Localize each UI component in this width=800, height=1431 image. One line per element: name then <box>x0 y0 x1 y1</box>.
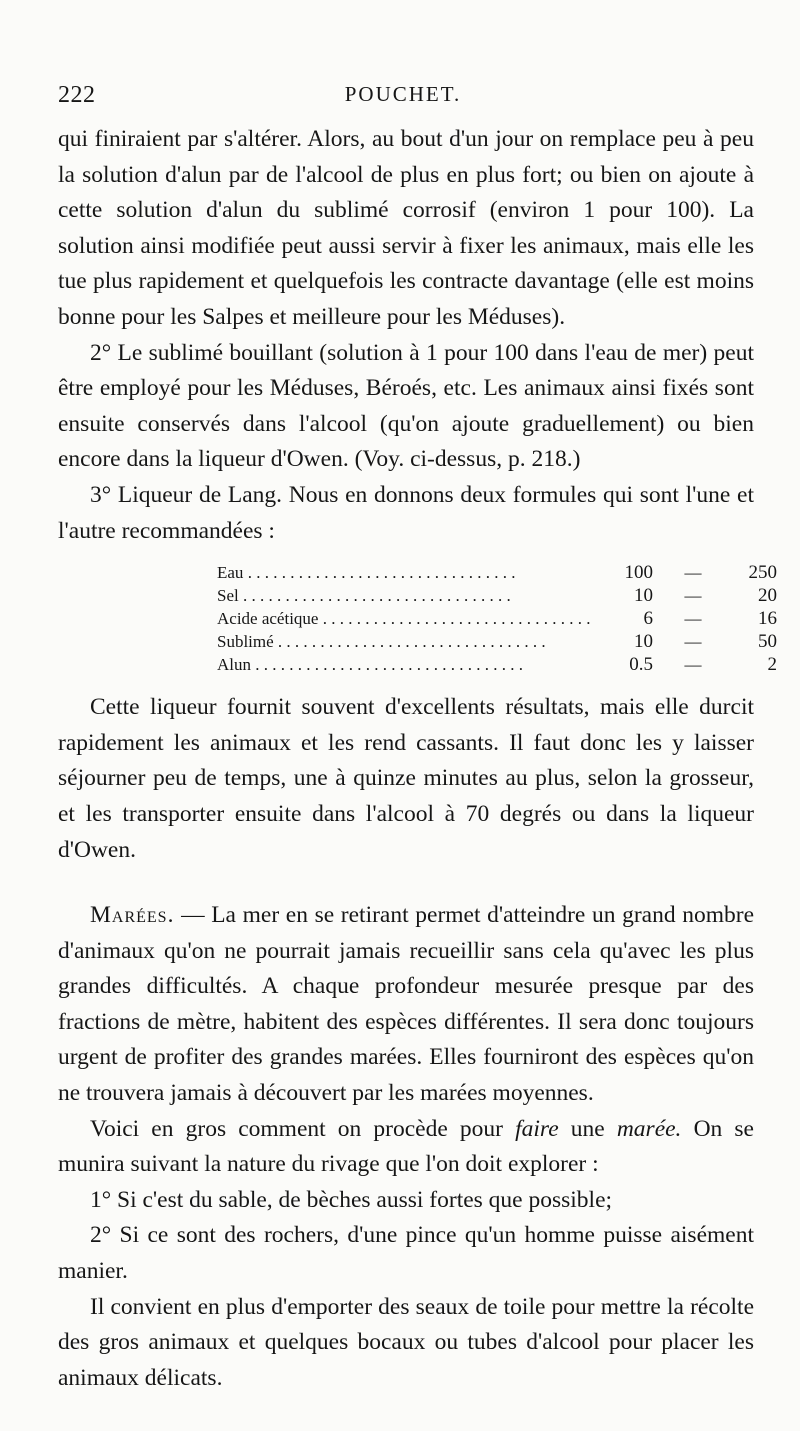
recipe-value-formula-1: 0.5 <box>629 654 653 676</box>
body-text <box>58 122 777 1396</box>
procedure-italic-faire: faire <box>515 1115 559 1142</box>
procedure-text: Voici en gros comment on procède pour <box>90 1115 516 1142</box>
recipe-value-formula-1: 6 <box>643 608 653 630</box>
recipe-dash: — <box>684 632 702 652</box>
recipe-ingredient: Eau . . . . . . . . . . . . . . . . . . . . . . . . . . . . . . . . <box>217 563 516 583</box>
recipe-ingredient: Sel . . . . . . . . . . . . . . . . . . . . . . . . . . . . . . . . <box>217 586 511 606</box>
recipe-value-formula-2: 50 <box>758 631 777 653</box>
paragraph-sublime: 2° Le sublimé bouillant (solution à 1 pour 100 dans l'eau de mer) peut être employé pour les Méduses, Béroés, etc. Les animaux ainsi fixés sont ensuite conservés dans l'alcool (qu'on ajoute graduellement) ou bien encore dans la liqueur d'Owen. (Voy. ci-dessus, p. 218.) <box>58 339 754 473</box>
recipe-dash: — <box>684 563 702 583</box>
recipe-dash: — <box>684 655 702 675</box>
recipe-value-formula-2: 250 <box>748 562 777 584</box>
recipe-value-formula-1: 10 <box>634 585 653 607</box>
list-item-sable: 1° Si c'est du sable, de bèches aussi fortes que possible; <box>90 1186 613 1213</box>
recipe-ingredient: Sublimé . . . . . . . . . . . . . . . . . . . . . . . . . . . . . . . . <box>217 632 546 652</box>
recipe-row <box>217 630 797 653</box>
list-item-rochers: 2° Si ce sont des rochers, d'une pince qu'un homme puisse aisément manier. <box>58 1222 754 1285</box>
recipe-row <box>217 584 797 607</box>
procedure-italic-maree: marée. <box>616 1115 682 1142</box>
paragraph-seaux: Il convient en plus d'emporter des seaux de toile pour mettre la récolte des gros animaux et quelques bocaux ou tubes d'alcool pour placer les animaux délicats. <box>58 1293 754 1391</box>
recipe-table <box>217 561 797 676</box>
recipe-ingredient: Alun . . . . . . . . . . . . . . . . . . . . . . . . . . . . . . . . <box>217 655 523 675</box>
recipe-value-formula-1: 10 <box>634 631 653 653</box>
page-number: 222 <box>58 82 96 108</box>
recipe-row <box>217 607 797 630</box>
paragraph-marees <box>58 898 754 1112</box>
paragraph-alun: qui finiraient par s'altérer. Alors, au bout d'un jour on remplace peu à peu la solution d'alun par de l'alcool de plus en plus fort; ou bien on ajoute à cette solution d'alun du sublimé corrosif (environ 1 pour 100). La solution ainsi modifiée peut aussi servir à fixer les animaux, mais elle les tue plus rapidement et quelquefois les contracte davantage (elle est moins bonne pour les Salpes et meilleure pour les Méduses). <box>58 126 754 330</box>
paragraph-marees-text: — La mer en se retirant permet d'atteindre un grand nombre d'animaux qu'on ne pourrait jamais recueillir sans cela qu'avec les plus grandes difficultés. A chaque profondeur mesurée presque par des fractions de mètre, habitent des espèces différentes. Il sera donc toujours urgent de profiter des grandes marées. Elles fourniront des espèces qu'on ne trouvera jamais à découvert par les marées moyennes. <box>58 902 754 1107</box>
recipe-value-formula-2: 16 <box>758 608 777 630</box>
recipe-row <box>217 653 797 676</box>
recipe-dash: — <box>684 586 702 606</box>
paragraph-results: Cette liqueur fournit souvent d'excellents résultats, mais elle durcit rapidement les animaux et les rend cassants. Il faut donc les y laisser séjourner peu de temps, une à quinze minutes au plus, selon la grosseur, et les transporter ensuite dans l'alcool à 70 degrés ou dans la liqueur d'Owen. <box>58 694 754 863</box>
recipe-value-formula-1: 100 <box>624 562 653 584</box>
recipe-value-formula-2: 20 <box>758 585 777 607</box>
recipe-dash: — <box>684 609 702 629</box>
procedure-text: On se munira suivant la nature du rivage que l'on doit explorer : <box>58 1115 754 1178</box>
recipe-value-formula-2: 2 <box>767 654 777 676</box>
paragraph-procedure <box>58 1112 754 1183</box>
page-header <box>58 82 748 112</box>
paragraph-liqueur-lang: 3° Liqueur de Lang. Nous en donnons deux formules qui sont l'une et l'autre recommandées : <box>58 481 754 544</box>
recipe-ingredient: Acide acétique . . . . . . . . . . . . . . . . . . . . . . . . . . . . . . . . <box>217 609 591 629</box>
section-title-marees: Marées. <box>90 902 175 929</box>
recipe-row <box>217 561 797 584</box>
procedure-text: une <box>558 1115 617 1142</box>
running-head: POUCHET. <box>344 82 462 106</box>
